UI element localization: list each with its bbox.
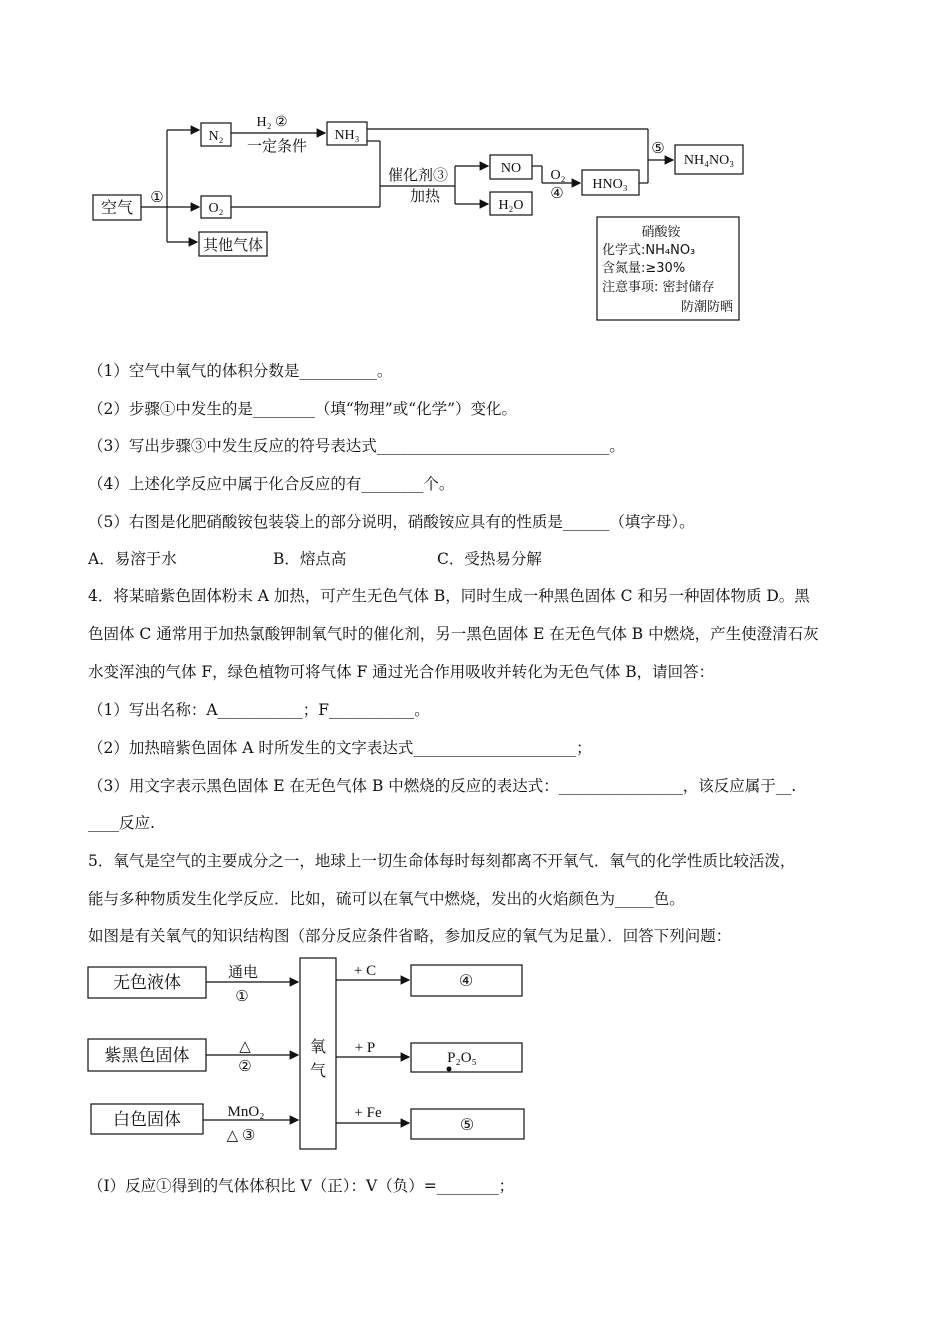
nitrogen-cycle-diagram — [0, 0, 950, 330]
question-3-2: （2）步骤①中发生的是________（填“物理”或“化学”）变化。 — [88, 400, 518, 418]
option-a: A．易溶于水 — [88, 550, 177, 568]
arrow2-top: △ — [239, 1039, 251, 1055]
question-4-2: （2）加热暗紫色固体 A 时所发生的文字表达式_____________________； — [88, 739, 592, 757]
h2o-label: H₂O — [498, 198, 524, 213]
o2-label: O₂ — [208, 201, 224, 216]
no-label: NO — [500, 161, 522, 176]
question-5-intro-2: 能与多种物质发生化学反应．比如，硫可以在氧气中燃烧，发出的火焰颜色为_____色。 — [88, 890, 685, 908]
step2-top: H₂ ② — [256, 115, 288, 130]
product4-label: ④ — [458, 973, 474, 990]
plus-c-label: + C — [353, 963, 377, 979]
question-5-intro-3: 如图是有关氧气的知识结构图（部分反应条件省略，参加反应的氧气为足量）．回答下列问题： — [88, 927, 732, 945]
plus-fe-label: + Fe — [354, 1105, 382, 1121]
option-c: C．受热易分解 — [437, 550, 542, 568]
nh3-label: NH₃ — [334, 128, 360, 143]
label-nitrogen: 含氮量:≥30% — [602, 261, 686, 276]
question-4-intro-3: 水变浑浊的气体 F，绿色植物可将气体 F 通过光合作用吸收并转化为无色气体 B，请回答： — [88, 663, 715, 681]
label-formula: 化学式:NH₄NO₃ — [602, 243, 696, 258]
arrow3-bottom: △ ③ — [226, 1128, 256, 1144]
label-title: 硝酸铵 — [641, 225, 681, 240]
oxygen-char-1: 氧 — [309, 1037, 327, 1056]
nh4no3-label: NH₄NO₃ — [683, 153, 735, 168]
step1-marker: ① — [150, 190, 164, 206]
step4-top: O₂ — [550, 168, 566, 183]
product5-label: ⑤ — [459, 1117, 475, 1134]
other-gas-label: 其他气体 — [202, 238, 264, 254]
oxygen-knowledge-diagram — [0, 950, 950, 1160]
question-4-1: （1）写出名称：A___________；F___________。 — [88, 701, 430, 719]
question-4-intro-2: 色固体 C 通常用于加热氯酸钾制氧气时的催化剂，另一黑色固体 E 在无色气体 B 中燃烧，产生使澄清石灰 — [88, 625, 819, 643]
colorless-liquid-label: 无色液体 — [113, 973, 181, 993]
step4-bottom: ④ — [550, 186, 564, 202]
step5-marker: ⑤ — [651, 141, 665, 157]
question-4-intro-1: 4．将某暗紫色固体粉末 A 加热，可产生无色气体 B，同时生成一种黑色固体 C 和另一种固体物质 D。黑 — [88, 587, 810, 605]
oxygen-char-2: 气 — [309, 1061, 327, 1080]
arrow2-bottom: ② — [238, 1059, 252, 1075]
arrow3-top: MnO₂ — [227, 1104, 265, 1120]
step3-top: 催化剂③ — [387, 168, 449, 184]
arrow1-top: 通电 — [227, 963, 259, 981]
p2o5-label: P₂O₅ — [447, 1050, 477, 1066]
label-notice2: 防潮防晒 — [680, 300, 733, 315]
question-4-3-cont: ____反应. — [88, 814, 155, 832]
question-4-3: （3）用文字表示黑色固体 E 在无色气体 B 中燃烧的反应的表达式：________________，该反应属于__. — [88, 777, 797, 795]
option-b: B．熔点高 — [273, 550, 347, 568]
air-label: 空气 — [100, 200, 134, 217]
question-3-5: （5）右图是化肥硝酸铵包装袋上的部分说明，硝酸铵应具有的性质是______（填字母）。 — [88, 513, 695, 531]
n2-label: N₂ — [208, 129, 224, 144]
hno3-label: HNO₃ — [592, 177, 628, 192]
question-5-1: （Ⅰ）反应①得到的气体体积比 V（正）：V（负）=________； — [88, 1177, 515, 1195]
question-5-intro-1: 5．氧气是空气的主要成分之一，地球上一切生命体每时每刻都离不开氧气．氧气的化学性质比较活泼， — [88, 852, 796, 870]
step2-bottom: 一定条件 — [246, 139, 308, 155]
plus-p-label: + P — [354, 1040, 376, 1056]
arrow1-bottom: ① — [235, 989, 249, 1005]
step3-bottom: 加热 — [409, 189, 441, 205]
p2o5-dot — [447, 1067, 452, 1072]
purple-solid-label: 紫黑色固体 — [104, 1046, 190, 1066]
question-3-4: （4）上述化学反应中属于化合反应的有________个。 — [88, 475, 455, 493]
white-solid-label: 白色固体 — [113, 1110, 181, 1130]
label-notice: 注意事项: 密封储存 — [602, 280, 715, 295]
question-3-3: （3）写出步骤③中发生反应的符号表达式______________________________。 — [88, 437, 625, 455]
question-3-1: （1）空气中氧气的体积分数是__________。 — [88, 362, 393, 380]
